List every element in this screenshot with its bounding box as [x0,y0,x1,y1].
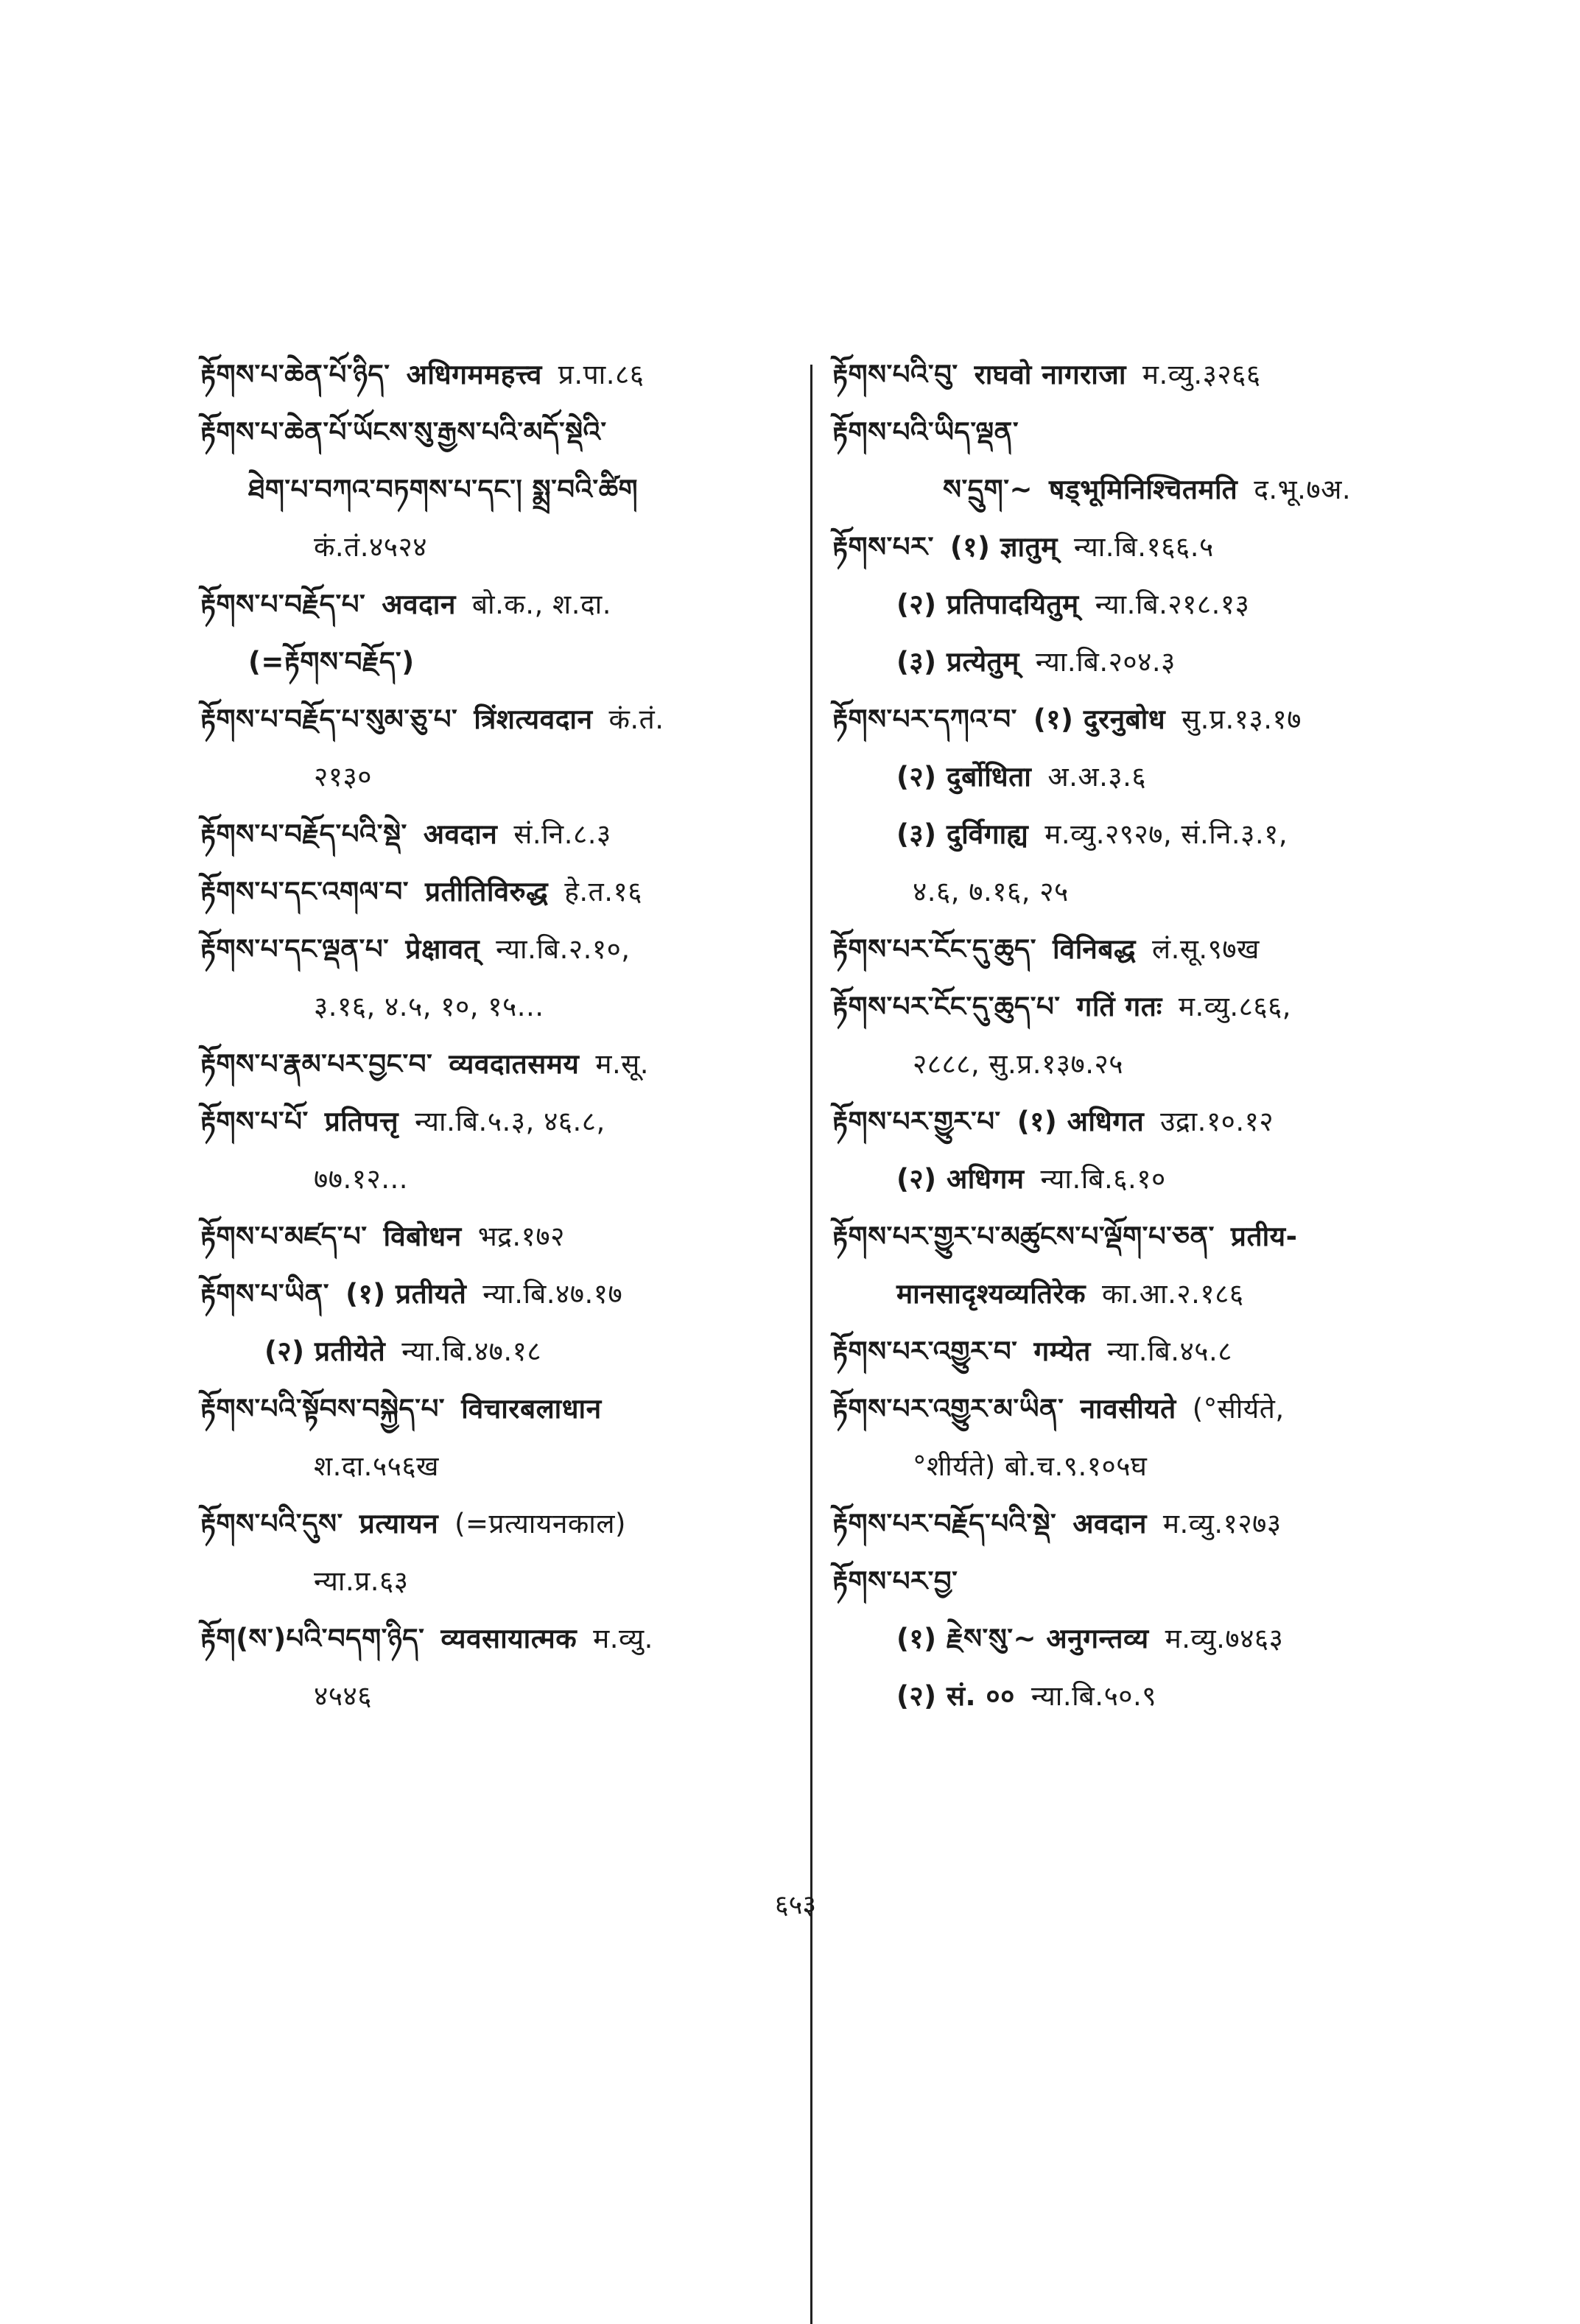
sanskrit-equivalent: व्यवसायात्मक [440,1623,577,1654]
sanskrit-equivalent: (३) दुर्विगाह्य [896,818,1029,850]
source-reference: ४.६, ७.१६, २५ [913,876,1069,908]
entry-line [832,993,1422,1050]
source-reference: म.व्यु.२९२७, सं.नि.३.१, [1044,818,1288,850]
sanskrit-equivalent: अवदान [1072,1508,1147,1540]
source-reference: न्या.बि.१६६.५ [1073,531,1214,563]
entry-line [200,1565,790,1625]
entry-line [200,591,790,648]
sanskrit-equivalent: प्रतिपत्तृ [324,1106,399,1137]
tibetan-headword: རྟོགས་པར་གྱུར་པ་ [832,1106,1001,1137]
source-reference: सु.प्र.१३.१७ [1182,703,1302,735]
tibetan-headword: རྟོགས་པའི་སྟོབས་བསྐྱེད་པ་ [200,1393,446,1425]
tibetan-headword: རྟོགས་པ་བརྗོད་པའི་སྡེ་ [200,818,407,850]
entry-line [832,1165,1422,1223]
sanskrit-equivalent: प्रतीय- [1230,1221,1298,1252]
sanskrit-equivalent: (१) ज्ञातुम् [949,531,1058,563]
source-reference: भद्र.१७२ [477,1221,565,1252]
source-reference: लं.सू.९७ख [1152,933,1260,965]
right-column [832,361,1422,1740]
sanskrit-equivalent: अवदान [423,818,498,850]
tibetan-headword: རྟོགས་པའི་དུས་ [200,1508,343,1540]
source-reference: श.दा.५५६ख [314,1450,439,1482]
entry-line [200,1108,790,1165]
source-reference: न्या.बि.५.३, ४६.८, [415,1106,605,1137]
tibetan-headword: རྟོགས་པའི་ཡིད་ལྡན་ [832,416,1019,448]
left-column [200,361,790,1740]
entry-line [832,818,1422,878]
tibetan-headword: རྟོགས་པར་དཀའ་བ་ [832,703,1017,735]
entry-line [832,648,1422,706]
sanskrit-equivalent: (२) दुर्बोधिता [896,761,1032,793]
entry-line [200,1050,790,1108]
source-reference: कं.तं.४५२४ [314,531,427,563]
sanskrit-equivalent: (२) अधिगम [896,1163,1025,1195]
tibetan-headword: རྟོག(ས་)པའི་བདག་ཉིད་ [200,1623,425,1654]
tibetan-headword: རྟོགས་པ་དང་འགལ་བ་ [200,876,409,908]
source-reference: प्र.पा.८६ [558,359,645,390]
entry-line [832,878,1422,935]
source-reference: म.सू. [595,1048,650,1080]
entry-line [832,1510,1422,1568]
tibetan-headword: (=རྟོགས་བརྗོད་) [248,646,415,678]
entry-line [832,1625,1422,1682]
entry-line [200,1395,790,1453]
sanskrit-equivalent: (१) प्रतीयते [345,1278,467,1310]
tibetan-headword: རྟོགས་པར་འགྱུར་བ་ [832,1335,1018,1367]
sanskrit-equivalent: प्रत्यायन [359,1508,439,1540]
sanskrit-equivalent: प्रेक्षावत् [405,933,480,965]
entry-line [200,1450,790,1510]
entry-line [832,1050,1422,1108]
entry-line [200,1682,790,1740]
sanskrit-equivalent: प्रतीतिविरुद्ध [424,876,549,908]
sanskrit-equivalent: विनिबद्ध [1053,933,1137,965]
entry-line [200,648,790,706]
entry-line [832,703,1422,763]
sanskrit-equivalent: (३) प्रत्येतुम् [896,646,1019,678]
source-reference: द.भू.७अ. [1254,474,1352,505]
tibetan-headword: ཐེག་པ་བཀའ་བཏགས་པ་དང་། སྨྲ་བའི་ཚིག [248,474,639,505]
entry-line [200,1510,790,1568]
entry-line [200,993,790,1050]
entry-line [200,935,790,993]
source-reference: ४५४६ [314,1680,372,1712]
source-reference: का.आ.२.१८६ [1102,1278,1244,1310]
entry-line [832,418,1422,476]
entry-line [200,1280,790,1338]
sanskrit-equivalent: गम्येत [1033,1335,1091,1367]
source-reference: बो.क., श.दा. [471,589,611,620]
source-reference: म.व्यु.८६६, [1178,991,1292,1022]
entry-line [832,935,1422,993]
source-reference: न्या.बि.२.१०, [496,933,631,965]
sanskrit-equivalent: (१) अधिगत [1017,1106,1145,1137]
tibetan-headword: རྟོགས་པ་དང་ལྡན་པ་ [200,933,390,965]
entry-line [832,1223,1422,1280]
entry-line [200,763,790,821]
entry-line [832,533,1422,591]
sanskrit-equivalent: विबोधन [383,1221,462,1252]
entry-line [832,1565,1422,1625]
entry-line [832,1682,1422,1740]
tibetan-headword: རྟོགས་པ་མཛད་པ་ [200,1221,368,1252]
sanskrit-equivalent: राघवो नागराजा [974,359,1126,390]
source-reference: कं.तं. [608,703,664,735]
tibetan-headword: རྟོགས་པར་ [832,531,934,563]
source-reference: २१३० [314,761,372,793]
source-reference: न्या.बि.५०.९ [1030,1680,1157,1712]
source-reference: ७७.१२... [314,1163,409,1195]
tibetan-headword: རྟོགས་པའི་བུ་ [832,359,958,390]
entry-line [200,361,790,418]
entry-line [200,818,790,878]
entry-line [832,1395,1422,1453]
tibetan-headword: རྟོགས་པར་ངོང་དུ་ཆུད་པ་ [832,991,1061,1022]
tibetan-headword: རྟོགས་པ་ཡིན་ [200,1278,330,1310]
tibetan-headword: རྟོགས་པ་རྣམ་པར་བྱང་བ་ [200,1048,433,1080]
source-reference: म.व्यु.३२६६ [1142,359,1261,390]
source-reference: ३.१६, ४.५, १०, १५... [314,991,544,1022]
source-reference: म.व्यु. [593,1623,653,1654]
sanskrit-equivalent: (२) प्रतीयेते [264,1335,386,1367]
page-number: ६५३ [774,1890,817,1920]
entry-line [832,476,1422,533]
sanskrit-equivalent: मानसादृश्यव्यतिरेक [896,1278,1086,1310]
entry-line [200,1165,790,1223]
entry-line [200,533,790,591]
entry-line [832,1108,1422,1165]
source-reference: अ.अ.३.६ [1047,761,1147,793]
source-reference: न्या.बि.४५.८ [1106,1335,1232,1367]
source-reference: न्या.बि.२१८.१३ [1095,589,1250,620]
sanskrit-equivalent: (२) सं. ०० [896,1680,1015,1712]
tibetan-headword: རྟོགས་པ་པོ་ [200,1106,309,1137]
source-reference: उद्रा.१०.१२ [1160,1106,1274,1137]
source-reference: न्या.प्र.६३ [314,1565,409,1597]
entry-line [832,1450,1422,1510]
source-reference: म.व्यु.१२७३ [1162,1508,1282,1540]
sanskrit-equivalent: व्यवदातसमय [449,1048,580,1080]
entry-line [832,763,1422,821]
sanskrit-equivalent: अधिगममहत्त्व [406,359,542,390]
source-reference: म.व्यु.७४६३ [1165,1623,1284,1654]
entry-line [200,1335,790,1395]
sanskrit-equivalent: विचारबलाधान [461,1393,602,1425]
sanskrit-equivalent: नावसीयते [1080,1393,1176,1425]
tibetan-headword: རྟོགས་པ་ཆེན་པོ་ཉིད་ [200,359,390,390]
source-reference: २८८८, सु.प्र.१३७.२५ [913,1048,1124,1080]
tibetan-headword: རྟོགས་པར་འགྱུར་མ་ཡིན་ [832,1393,1064,1425]
entry-line [200,1625,790,1682]
tibetan-headword: རྟོགས་པར་བརྗོད་པའི་སྡེ་ [832,1508,1057,1540]
entry-line [832,591,1422,648]
tibetan-headword: རྟོགས་པར་བྱ་ [832,1565,958,1597]
sanskrit-equivalent: (१) རྗེས་སུ་~ अनुगन्तव्य [896,1623,1149,1654]
source-reference: न्या.बि.२०४.३ [1035,646,1176,678]
entry-line [832,1280,1422,1338]
tibetan-headword: རྟོགས་པ་བརྗོད་པ་སུམ་ཅུ་པ་ [200,703,458,735]
entry-line [200,878,790,935]
entry-line [200,418,790,476]
column-divider [810,365,812,2324]
entry-line [832,361,1422,418]
sanskrit-equivalent: अवदान [382,589,456,620]
tibetan-headword: ས་དྲུག་~ [943,474,1033,505]
entry-line [832,1335,1422,1395]
entry-line [200,703,790,763]
sanskrit-equivalent: (२) प्रतिपादयितुम् [896,589,1079,620]
source-reference: (°सीर्यते, [1192,1393,1285,1425]
source-reference: सं.नि.८.३ [513,818,611,850]
sanskrit-equivalent: त्रिंशत्यवदान [474,703,593,735]
source-reference: °शीर्यते) बो.च.९.१०५घ [913,1450,1148,1482]
entry-line [200,1223,790,1280]
source-reference: (=प्रत्यायनकाल) [454,1508,626,1540]
sanskrit-equivalent: (१) दुरनुबोध [1033,703,1166,735]
source-reference: न्या.बि.४७.१७ [482,1278,623,1310]
sanskrit-equivalent: गतिं गतः [1076,991,1162,1022]
tibetan-headword: རྟོགས་པ་ཆེན་པོ་ཡོངས་སུ་རྒྱས་པའི་མདོ་སྡེའི་ [200,416,607,448]
tibetan-headword: རྟོགས་པ་བརྗོད་པ་ [200,589,366,620]
source-reference: न्या.बि.४७.१८ [401,1335,542,1367]
entry-line [200,476,790,533]
sanskrit-equivalent: षड्भूमिनिश्चितमति [1049,474,1238,505]
tibetan-headword: རྟོགས་པར་ངོང་དུ་ཆུད་ [832,933,1037,965]
source-reference: हे.त.१६ [564,876,642,908]
tibetan-headword: རྟོགས་པར་གྱུར་པ་མཚུངས་པ་ལྡོག་པ་ཅན་ [832,1221,1215,1252]
source-reference: न्या.बि.६.१० [1040,1163,1166,1195]
